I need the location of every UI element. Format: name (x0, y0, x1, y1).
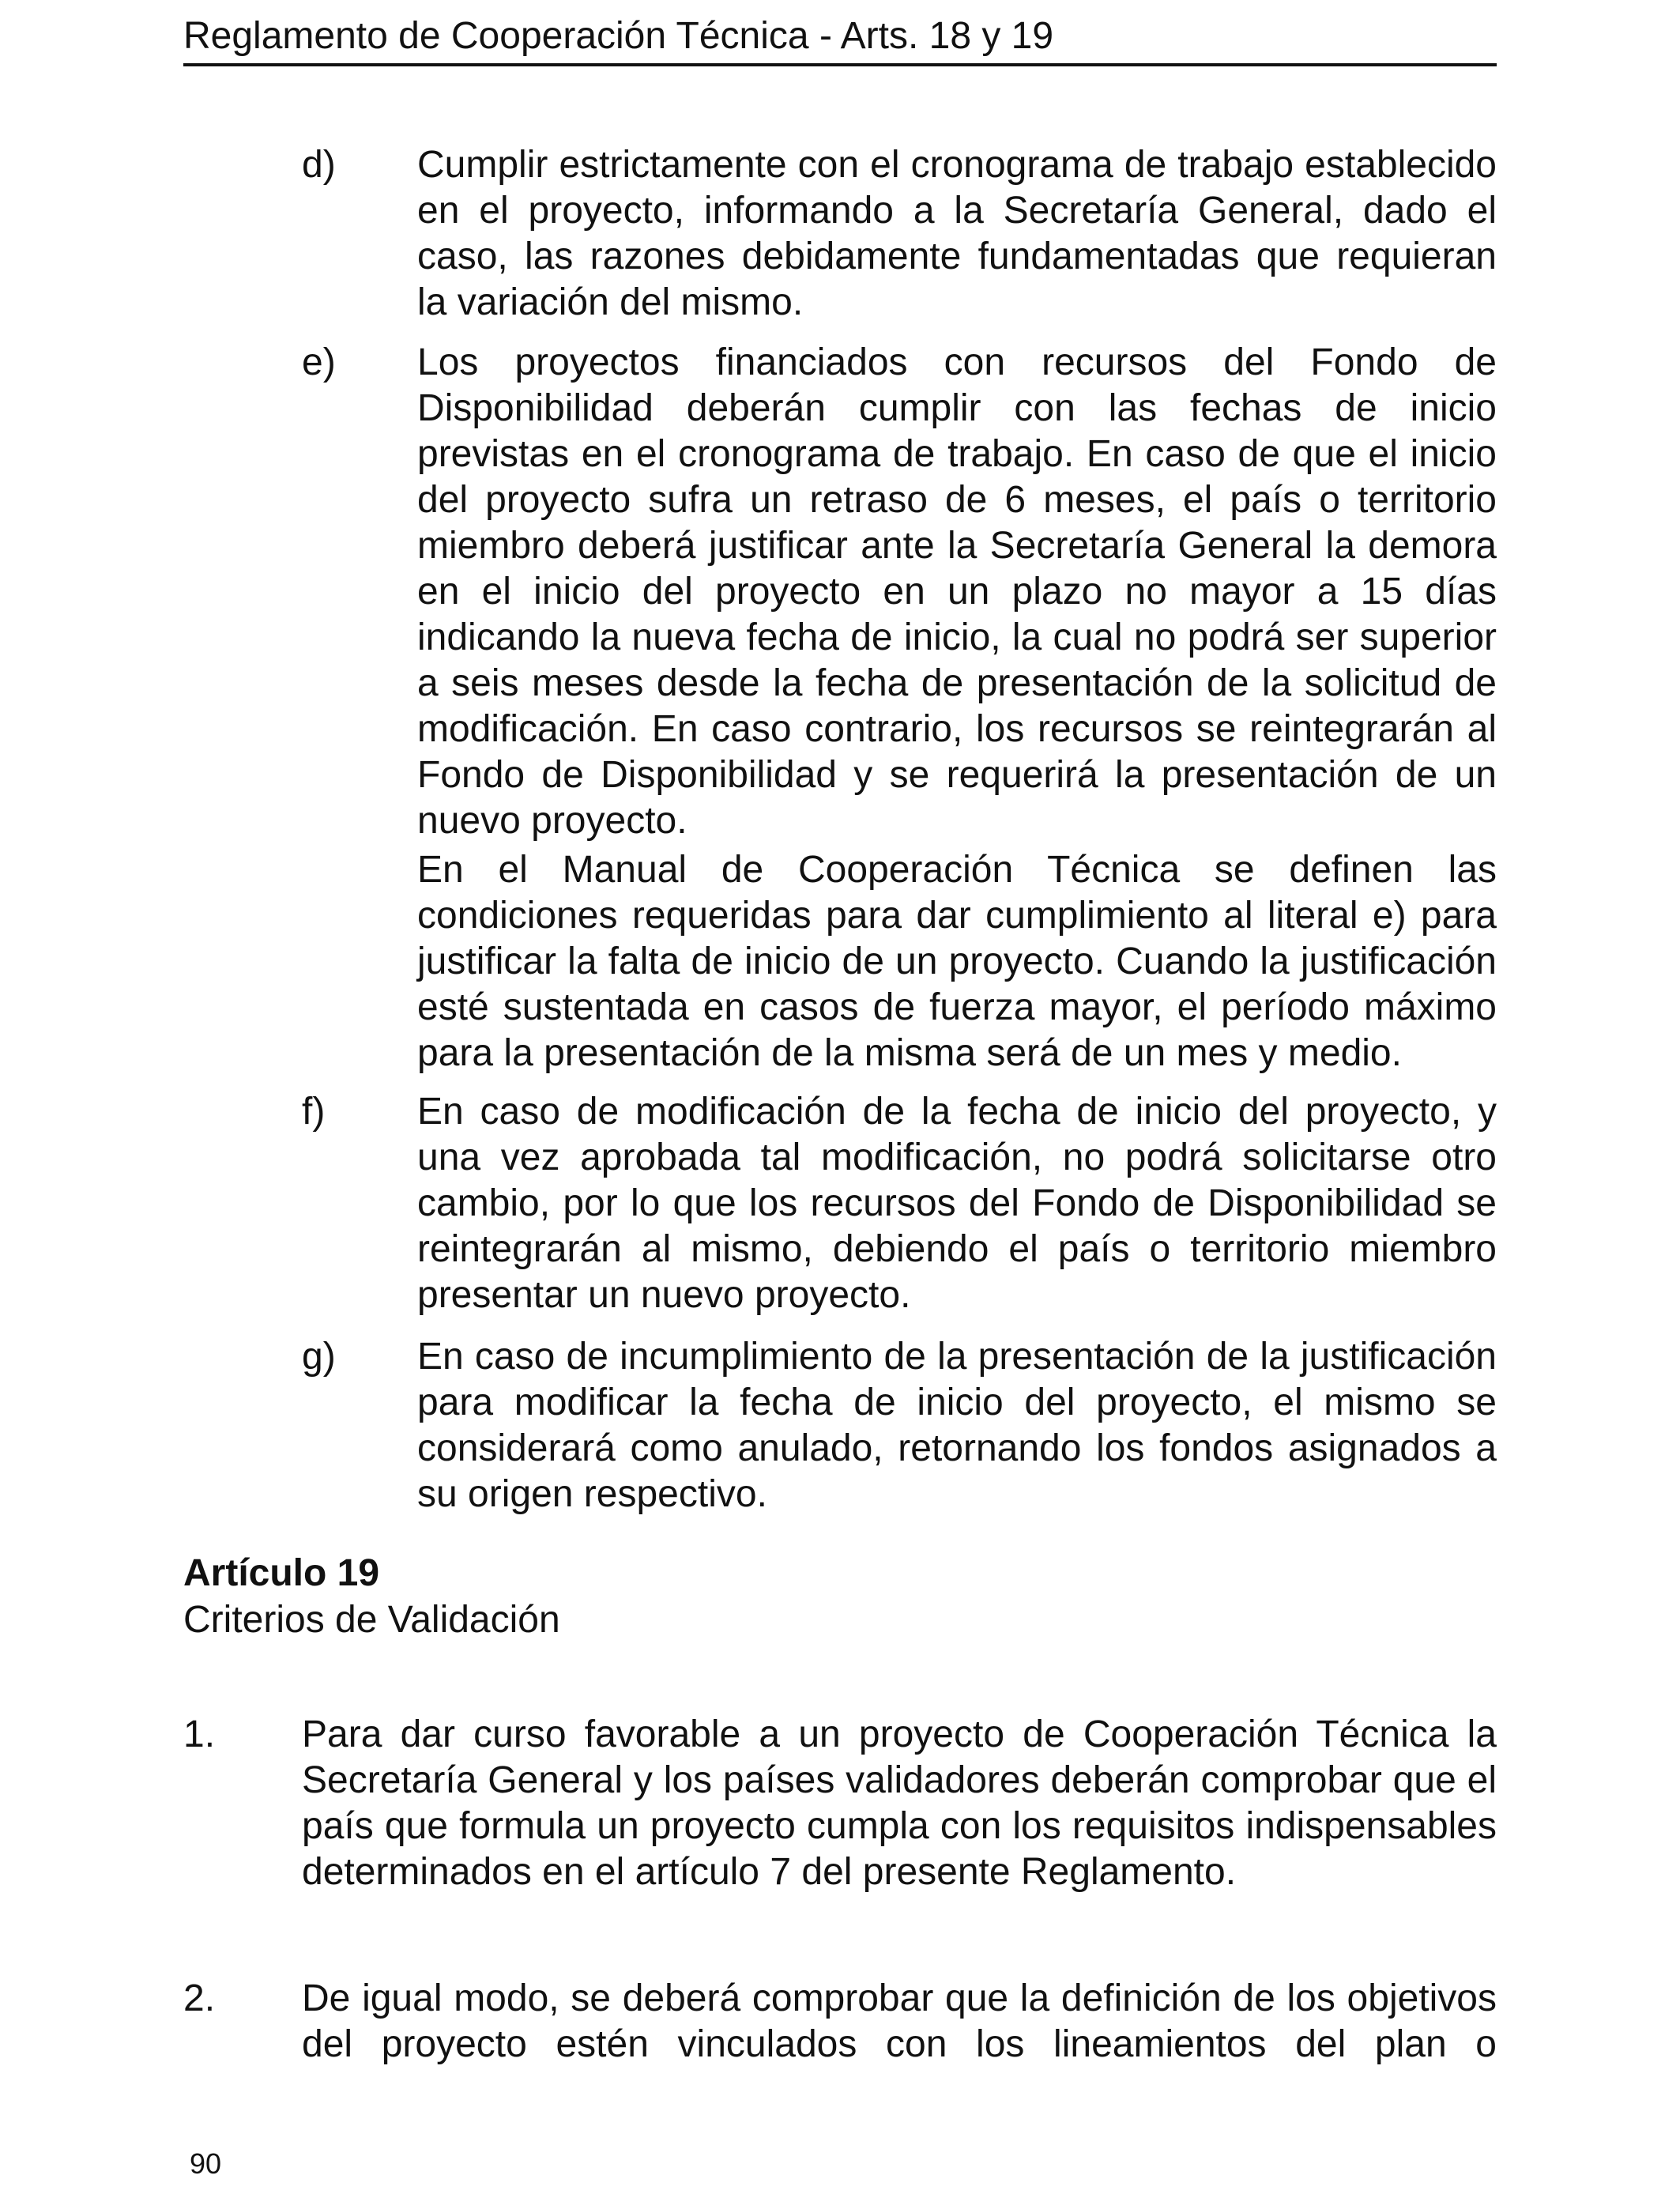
header-rule (183, 63, 1497, 66)
article-subtitle: Criterios de Validación (183, 1599, 560, 1641)
item-letter-d: d) (302, 144, 336, 186)
item-letter-g: g) (302, 1336, 336, 1378)
item-e-continued (417, 847, 1497, 1076)
item-e-paragraph-2: En el Manual de Cooperación Técnica se definen las condiciones requeridas para dar cumplimiento al literal e) para justificar la falta de inicio de un proyecto. Cuando la justificación esté sustentada en casos de fuerza mayor, el período máximo para la presentación de la misma será de un mes y medio. (417, 849, 1497, 1074)
item-letter-e: e) (302, 341, 336, 383)
page-number: 90 (190, 2147, 222, 2180)
item-e (417, 340, 1497, 844)
article-title: Artículo 19 (183, 1552, 380, 1594)
item-f (417, 1089, 1497, 1318)
item-letter-f: f) (302, 1091, 326, 1133)
item-d-paragraph: Cumplir estrictamente con el cronograma de trabajo establecido en el proyecto, informando a la Secretaría General, dado el caso, las razones debidamente fundamentadas que requieran la variación del mismo. (417, 144, 1497, 323)
item-e-paragraph-1: Los proyectos financiados con recursos del Fondo de Disponibilidad deberán cumplir con las fechas de inicio previstas en el cronograma de trabajo. En caso de que el inicio del proyecto sufra un retraso de 6 meses, el país o territorio miembro deberá justificar ante la Secretaría General la demora en el inicio del proyecto en un plazo no mayor a 15 días indicando la nueva fecha de inicio, la cual no podrá ser superior a seis meses desde la fecha de presentación de la solicitud de modificación. En caso contrario, los recursos se reintegrarán al Fondo de Disponibilidad y se requerirá la presentación de un nuevo proyecto. (417, 341, 1497, 842)
numbered-item-1-number: 1. (183, 1713, 216, 1755)
numbered-item-2-text: De igual modo, se deberá comprobar que la definición de los objetivos del proyecto estén vinculados con los lineamientos del plan o (302, 1977, 1497, 2065)
running-header: Reglamento de Cooperación Técnica - Arts. 18 y 19 (183, 15, 1054, 57)
item-d (417, 142, 1497, 326)
item-g (417, 1334, 1497, 1517)
numbered-item-1 (302, 1712, 1497, 1895)
item-f-paragraph: En caso de modificación de la fecha de inicio del proyecto, y una vez aprobada tal modificación, no podrá solicitarse otro cambio, por lo que los recursos del Fondo de Disponibilidad se reintegrarán al mismo, debiendo el país o territorio miembro presentar un nuevo proyecto. (417, 1091, 1497, 1316)
numbered-item-2-number: 2. (183, 1977, 216, 2019)
item-g-paragraph: En caso de incumplimiento de la presentación de la justificación para modificar la fecha de inicio del proyecto, el mismo se considerará como anulado, retornando los fondos asignados a su origen respectivo. (417, 1336, 1497, 1515)
numbered-item-2 (302, 1976, 1497, 2068)
numbered-item-1-text: Para dar curso favorable a un proyecto de Cooperación Técnica la Secretaría General y los países validadores deberán comprobar que el país que formula un proyecto cumpla con los requisitos indispensables determinados en el artículo 7 del presente Reglamento. (302, 1713, 1497, 1893)
